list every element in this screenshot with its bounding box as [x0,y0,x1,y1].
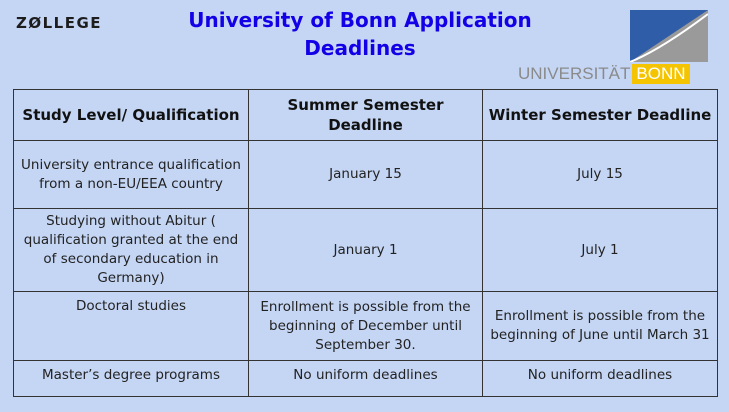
table-cell: No uniform deadlines [249,361,483,397]
table-row [14,209,718,292]
table-header-row [14,90,718,141]
table-cell: Master’s degree programs [14,361,249,397]
table-cell: Enrollment is possible from the beginning of June until March 31 [483,292,718,361]
header-winter-deadline: Winter Semester Deadline [483,90,718,141]
zollege-logo[interactable]: ZØLLEGE [16,14,103,32]
deadlines-table [13,89,718,397]
logo-word-bonn: BONN [632,64,689,84]
table-cell: University entrance qualification from a non-EU/EEA country [14,141,249,209]
table-cell: July 1 [483,209,718,292]
university-of-bonn-logo [518,10,708,84]
table-row [14,292,718,361]
table-row [14,141,718,209]
header-study-level: Study Level/ Qualification [14,90,249,141]
logo-word-universitaet: UNIVERSITÄT [518,64,631,83]
page-title: University of Bonn Application Deadlines [188,8,532,60]
table-cell: Enrollment is possible from the beginning of December until September 30. [249,292,483,361]
table-cell: Studying without Abitur ( qualification granted at the end of secondary education in Germany) [14,209,249,292]
table-cell: Doctoral studies [14,292,249,361]
table-cell: January 1 [249,209,483,292]
table-cell: July 15 [483,141,718,209]
logo-wordmark [518,64,690,84]
table-row [14,361,718,397]
bonn-emblem-icon [630,10,708,62]
header-summer-deadline: Summer Semester Deadline [249,90,483,141]
table-cell: No uniform deadlines [483,361,718,397]
table-cell: January 15 [249,141,483,209]
